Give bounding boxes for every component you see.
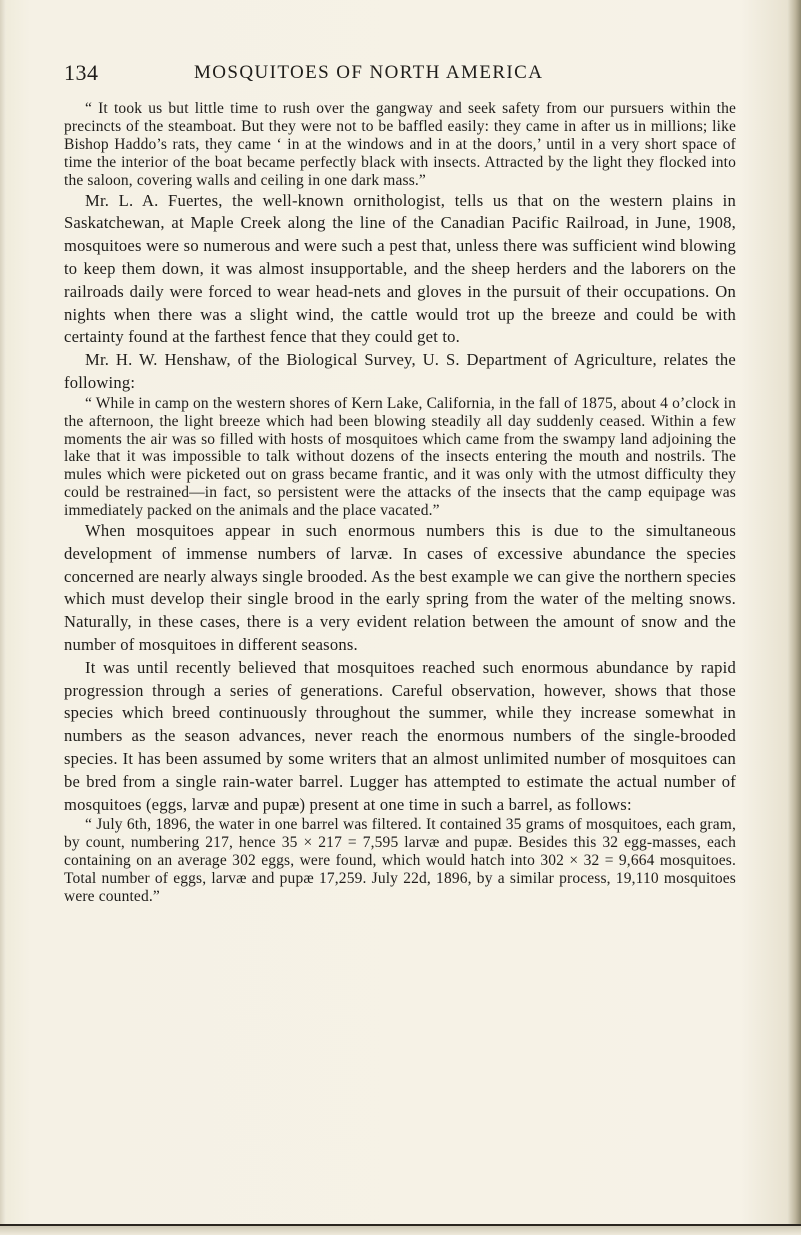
body-text <box>64 100 736 906</box>
paragraph-simultaneous-development: When mosquitoes appear in such enormous numbers this is due to the simultaneous development of immense numbers of larvæ. In cases of excessive abundance the species concerned are nearly always single brooded. As the best example we can give the northern species which must develop their single brood in the early spring from the water of the melting snows. Naturally, in these cases, there is a very evident relation between the amount of snow and the number of mosquitoes in different seasons. <box>64 521 736 655</box>
paragraph-henshaw-intro: Mr. H. W. Henshaw, of the Biological Survey, U. S. Department of Agriculture, relates the following: <box>64 350 736 392</box>
page-left-edge <box>0 0 6 1235</box>
bottom-edge-shadow <box>0 1226 801 1235</box>
running-head: MOSQUITOES OF NORTH AMERICA <box>194 62 544 83</box>
paragraph-rain-barrel: It was until recently believed that mosquitoes reached such enormous abundance by rapid progression through a series of generations. Careful observation, however, shows that those species which breed continuously throughout the summer, while they increase somewhat in numbers as the season advances, never reach the enormous numbers of the single-brooded species. It has been assumed by some writers that an almost unlimited number of mosquitoes can be bred from a single rain-water barrel. Lugger has attempted to estimate the actual number of mosquitoes (eggs, larvæ and pupæ) present at one time in such a barrel, as follows: <box>64 657 736 814</box>
page-right-edge <box>787 0 801 1235</box>
paragraph-lugger-quote: “ July 6th, 1896, the water in one barrel was filtered. It contained 35 grams of mosquitoes, each gram, by count, numbering 217, hence 35 × 217 = 7,595 larvæ and pupæ. Besides this 32 egg-masses, each containing on an average 302 eggs, were found, which would hatch into 302 × 32 = 9,664 mosquitoes. Total number of eggs, larvæ and pupæ 17,259. July 22d, 1896, by a similar process, 19,110 mosquitoes were counted.” <box>64 816 736 906</box>
paragraph-steamboat-quote: “ It took us but little time to rush over the gangway and seek safety from our pursuers within the precincts of the steamboat. But they were not to be baffled easily: they came in after us in millions; like Bishop Haddo’s rats, they came ‘ in at the windows and in at the doors,’ until in a very short space of time the interior of the boat became perfectly black with insects. Attracted by the light they flocked into the saloon, covering walls and ceiling in one dark mass.” <box>64 100 736 189</box>
paragraph-kern-lake-quote: “ While in camp on the western shores of Kern Lake, California, in the fall of 1875, about 4 o’clock in the afternoon, the light breeze which had been blowing steadily all day suddenly ceased. Within a few moments the air was so filled with hosts of mosquitoes which came from the swampy land adjoining the lake that it was impossible to talk without dozens of the insects entering the mouth and nostrils. The mules which were picketed out on grass became frantic, and it was only with the utmost difficulty they could be restrained—in fact, so persistent were the attacks of the insects that the camp equipage was immediately packed on the animals and the place vacated.” <box>64 394 736 520</box>
paragraph-fuertes: Mr. L. A. Fuertes, the well-known ornithologist, tells us that on the western plains in Saskatchewan, at Maple Creek along the line of the Canadian Pacific Railroad, in June, 1908, mosquitoes were so numerous and were such a pest that, unless there was sufficient wind blowing to keep them down, it was almost insupportable, and the sheep herders and the laborers on the railroads daily were forced to wear head-nets and gloves in the pursuit of their occupations. On nights when there was a slight wind, the cattle would trot up the breeze and could be with certainty found at the farthest fence that they could get to. <box>64 190 736 347</box>
page-header <box>64 60 736 90</box>
page-number: 134 <box>64 60 99 85</box>
